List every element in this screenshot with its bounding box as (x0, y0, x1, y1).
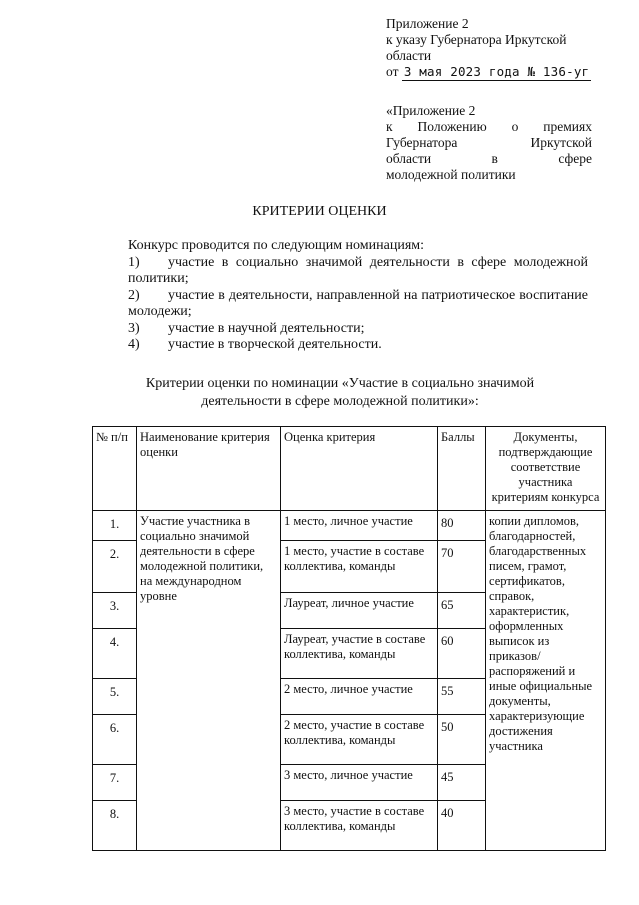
row-num: 8. (93, 801, 137, 851)
table-row (93, 511, 606, 541)
row-score: 40 (438, 801, 486, 851)
decree-reference: к указу Губернатора Иркутской (386, 32, 567, 47)
decree-date-line (386, 64, 592, 81)
row-score: 50 (438, 715, 486, 765)
row-evaluation: Лауреат, личное участие (281, 593, 438, 629)
regulation-line-4: области в сфере (386, 151, 592, 166)
header-criterion-name: Наименование критерия оценки (137, 427, 281, 511)
criterion-name-cell: Участие участника в социально значимой деятельности в сфере молодежной политики, на международном уровне (137, 511, 281, 851)
criteria-table (92, 426, 606, 851)
header-evaluation: Оценка критерия (281, 427, 438, 511)
row-num: 6. (93, 715, 137, 765)
row-score: 65 (438, 593, 486, 629)
nominations-section (92, 238, 588, 354)
decree-date: 3 мая 2023 года № 136-уг (403, 64, 590, 79)
header-score: Баллы (438, 427, 486, 511)
regulation-appendix-label: «Приложение 2 (386, 103, 476, 118)
appendix-label: Приложение 2 (386, 16, 469, 31)
nomination-item: 2) участие в деятельности, направленной на патриотическое воспитание молодежи; (128, 287, 588, 319)
row-num: 4. (93, 629, 137, 679)
table-caption (92, 375, 588, 411)
row-score: 60 (438, 629, 486, 679)
date-prefix: от (386, 64, 399, 79)
row-evaluation: 2 место, участие в составе коллектива, команды (281, 715, 438, 765)
row-evaluation: 1 место, личное участие (281, 511, 438, 541)
documents-cell: копии дипломов, благодарностей, благодарственных писем, грамот, сертификатов, справок, характеристик, оформленных выписок из приказов/распоряжений и иные официальные документы, характеризующие достижения участника (486, 511, 606, 851)
table-caption-line-2: деятельности в сфере молодежной политики»: (201, 394, 479, 409)
row-score: 55 (438, 679, 486, 715)
row-evaluation: 2 место, личное участие (281, 679, 438, 715)
table-caption-line-1: Критерии оценки по номинации «Участие в социально значимой (145, 376, 535, 391)
row-evaluation: 3 место, личное участие (281, 765, 438, 801)
row-evaluation: 1 место, участие в составе коллектива, команды (281, 541, 438, 593)
row-num: 1. (93, 511, 137, 541)
regulation-header (386, 103, 592, 183)
table-header-row (93, 427, 606, 511)
row-num: 3. (93, 593, 137, 629)
regulation-line-2: к Положению о премиях (386, 119, 592, 134)
regulation-line-5: молодежной политики (386, 167, 516, 182)
nomination-item: 4) участие в творческой деятельности. (128, 337, 382, 352)
page-title: КРИТЕРИИ ОЦЕНКИ (252, 204, 387, 219)
appendix-header (386, 16, 592, 81)
region-label: области (386, 48, 432, 63)
row-evaluation: Лауреат, участие в составе коллектива, команды (281, 629, 438, 679)
intro-text: Конкурс проводится по следующим номинациям: (128, 238, 425, 253)
row-num: 5. (93, 679, 137, 715)
nomination-item: 3) участие в научной деятельности; (128, 320, 365, 336)
header-num: № п/п (93, 427, 137, 511)
row-num: 7. (93, 765, 137, 801)
row-score: 70 (438, 541, 486, 593)
row-num: 2. (93, 541, 137, 593)
header-documents: Документы, подтверждающие соответствие участника критериям конкурса (486, 427, 606, 511)
nomination-list (92, 255, 588, 354)
row-score: 45 (438, 765, 486, 801)
row-evaluation: 3 место, участие в составе коллектива, команды (281, 801, 438, 851)
regulation-line-3: Губернатора Иркутской (386, 135, 592, 150)
nomination-item: 1) участие в социально значимой деятельности в сфере молодежной политики; (128, 254, 588, 286)
row-score: 80 (438, 511, 486, 541)
